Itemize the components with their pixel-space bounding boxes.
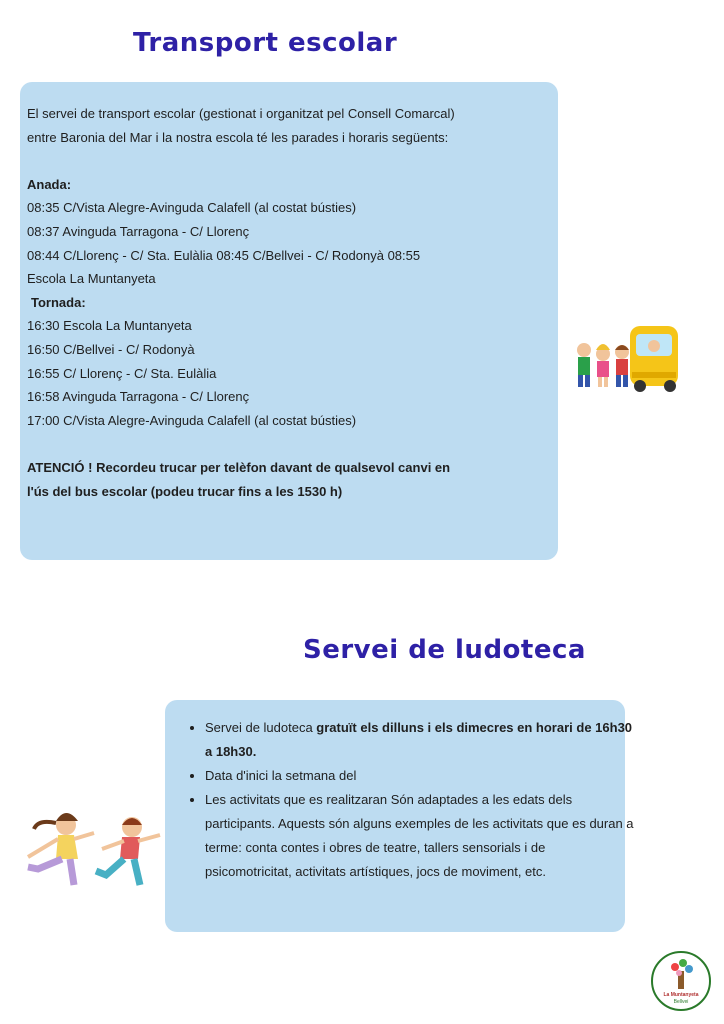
ludoteca-box: [165, 700, 634, 932]
transport-title: Transport escolar: [133, 28, 398, 58]
tornada-label: Tornada:: [31, 294, 86, 310]
warning-line: l'ús del bus escolar (podeu trucar fins a les 1530 h): [27, 483, 343, 499]
warning-line: ATENCIÓ ! Recordeu trucar per telèfon davant de qualsevol canvi en: [27, 459, 451, 475]
tornada-stop: 17:00 C/Vista Alegre-Avinguda Calafell (al costat bústies): [27, 412, 357, 428]
anada-label: Anada:: [27, 176, 72, 192]
anada-stop: 08:44 C/Llorenç - C/ Sta. Eulàlia 08:45 C/Bellvei - C/ Rodonyà 08:55: [27, 247, 421, 263]
tornada-stop: 16:55 C/ Llorenç - C/ Sta. Eulàlia: [27, 365, 217, 381]
anada-stop: 08:37 Avinguda Tarragona - C/ Llorenç: [27, 223, 250, 239]
list-item: [205, 716, 635, 764]
item-bold-text: gratuït els dilluns i els dimecres en horari de 16h30 a 18h30.: [205, 720, 633, 759]
svg-text:Bellvei: Bellvei: [673, 999, 689, 1005]
list-item: • Les activitats que es realitzaran Són adaptades a les edats dels participants. Aquests són alguns exemples de les activitats que es duran a terme: conta contes i obres de teatre, tallers sensorials i de psicomotricitat, activitats artístiques, jocs de moviment, etc.: [205, 788, 635, 884]
item-text: Servei de ludoteca: [205, 720, 317, 735]
ludoteca-list: [185, 716, 635, 884]
intro-line: El servei de transport escolar (gestionat i organitzat pel Consell Comarcal): [27, 106, 455, 121]
anada-stop: 08:35 C/Vista Alegre-Avinguda Calafell (al costat bústies): [27, 200, 357, 216]
anada-stop: Escola La Muntanyeta: [27, 271, 156, 287]
transport-text: [27, 102, 455, 503]
tornada-stop: 16:58 Avinguda Tarragona - C/ Llorenç: [27, 389, 250, 405]
running-kids-illustration: [14, 805, 164, 895]
tornada-stop: 16:50 C/Bellvei - C/ Rodonyà: [27, 341, 195, 357]
school-logo: [651, 951, 711, 1011]
svg-text:La Muntanyeta: La Muntanyeta: [663, 992, 699, 998]
list-item: • Data d'inici la setmana del: [205, 764, 635, 788]
school-bus-kids-illustration: [570, 320, 682, 394]
transport-box: [20, 82, 558, 560]
intro-line: entre Baronia del Mar i la nostra escola té les parades i horaris següents:: [27, 129, 449, 145]
ludoteca-title: Servei de ludoteca: [303, 635, 586, 665]
tornada-stop: 16:30 Escola La Muntanyeta: [27, 318, 192, 334]
